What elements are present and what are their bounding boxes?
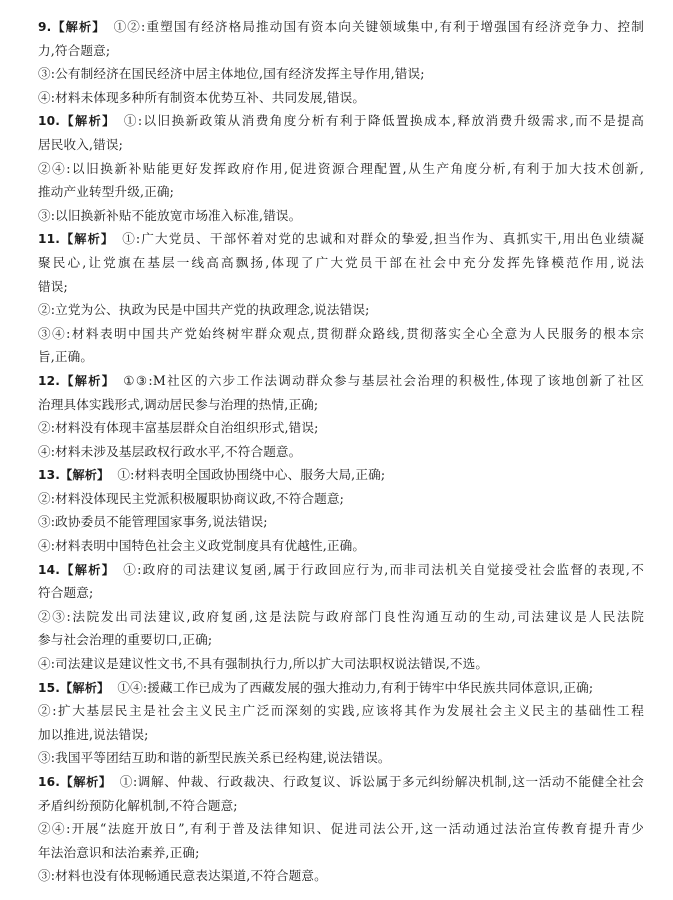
question-number: 12. [38, 373, 61, 388]
text-line [38, 794, 644, 818]
text-line [38, 62, 644, 86]
line-text: ③:公有制经济在国民经济中居主体地位,国有经济发挥主导作用,错误; [38, 66, 425, 82]
analysis-tag: 【解析】 [60, 114, 116, 129]
text-line [38, 180, 644, 204]
question-number: 14. [38, 562, 61, 577]
line-text: ④:司法建议是建议性文书,不具有强制执行力,所以扩大司法职权说法错误,不选。 [38, 656, 489, 672]
text-line [38, 345, 644, 369]
question-number: 11. [38, 232, 61, 247]
text-line [38, 605, 644, 629]
line-text: 推动产业转型升级,正确; [38, 184, 174, 200]
text-line [38, 15, 644, 39]
line-text: ①④:援藏工作已成为了西藏发展的强大推动力,有利于铸牢中华民族共同体意识,正确; [117, 679, 594, 695]
text-line [38, 510, 644, 534]
line-text: ④:材料未涉及基层政权行政水平,不符合题意。 [38, 443, 302, 459]
line-text: 力,符合题意; [38, 42, 111, 58]
line-text: ②:立党为公、执政为民是中国共产党的执政理念,说法错误; [38, 302, 370, 318]
line-text: ①③:M社区的六步工作法调动群众参与基层社会治理的积极性,体现了该地创新了社区 [123, 372, 644, 388]
text-line [38, 440, 644, 464]
line-text: 参与社会治理的重要切口,正确; [38, 632, 213, 648]
text-line [38, 251, 644, 275]
line-text: 符合题意; [38, 585, 94, 601]
line-text: ②④:开展“法庭开放日”,有利于普及法律知识、促进司法公开,这一活动通过法治宣传教育提升青少 [38, 821, 644, 837]
line-text: 年法治意识和法治素养,正确; [38, 844, 200, 860]
line-text: ③:政协委员不能管理国家事务,说法错误; [38, 514, 268, 530]
text-line [38, 534, 644, 558]
line-text: ③:以旧换新补贴不能放宽市场准入标准,错误。 [38, 207, 302, 223]
analysis-tag: 【解析】 [60, 373, 116, 388]
line-text: 居民收入,错误; [38, 136, 124, 152]
text-line [38, 393, 644, 417]
analysis-tag: 【解析】 [60, 775, 112, 789]
line-text: ①:以旧换新政策从消费角度分析有利于降低置换成本,释放消费升级需求,而不是提高 [123, 113, 644, 129]
text-line [38, 204, 644, 228]
text-line [38, 463, 644, 487]
line-text: 加以推进,说法错误; [38, 726, 149, 742]
text-line [38, 487, 644, 511]
analysis-tag: 【解析】 [51, 20, 106, 34]
analysis-tag: 【解析】 [60, 562, 116, 577]
text-line [38, 298, 644, 322]
line-text: ③④:材料表明中国共产党始终树牢群众观点,贯彻群众路线,贯彻落实全心全意为人民服务的根本宗 [38, 325, 644, 341]
text-line [38, 109, 644, 133]
analysis-tag: 【解析】 [60, 680, 110, 695]
question-block [38, 770, 644, 888]
text-line [38, 558, 644, 582]
question-block [38, 227, 644, 369]
question-block [38, 109, 644, 227]
text-line [38, 676, 644, 700]
line-text: ①:调解、仲裁、行政裁决、行政复议、诉讼属于多元纠纷解决机制,这一活动不能健全社会 [119, 774, 644, 789]
text-line [38, 86, 644, 110]
line-text: 错误; [38, 278, 68, 294]
question-block [38, 15, 644, 109]
line-text: ②:扩大基层民主是社会主义民主广泛而深刻的实践,应该将其作为发展社会主义民主的基础性工程 [38, 703, 644, 719]
line-text: ②③:法院发出司法建议,政府复函,这是法院与政府部门良性沟通互动的生动,司法建议是人民法院 [38, 608, 644, 624]
question-block [38, 463, 644, 557]
text-line [38, 628, 644, 652]
line-text: ①②:重塑国有经济格局推动国有资本向关键领域集中,有利于增强国有经济竞争力、控制 [113, 19, 644, 34]
text-line [38, 275, 644, 299]
question-number: 15. [38, 680, 61, 695]
text-line [38, 723, 644, 747]
text-line [38, 841, 644, 865]
line-text: 聚民心,让党旗在基层一线高高飘扬,体现了广大党员干部在社会中充分发挥先锋模范作用,说法 [38, 254, 644, 270]
question-number: 10. [38, 114, 61, 129]
question-number: 16. [38, 775, 61, 789]
question-number: 9. [38, 20, 52, 34]
line-text: ④:材料表明中国特色社会主义政党制度具有优越性,正确。 [38, 538, 366, 554]
text-line [38, 322, 644, 346]
question-block [38, 369, 644, 463]
text-line [38, 157, 644, 181]
text-line [38, 133, 644, 157]
line-text: ①:政府的司法建议复函,属于行政回应行为,而非司法机关自觉接受社会监督的表现,不 [123, 561, 644, 577]
line-text: ②:材料没体现民主党派积极履职协商议政,不符合题意; [38, 490, 345, 506]
text-line [38, 416, 644, 440]
analysis-tag: 【解析】 [60, 468, 110, 483]
text-line [38, 699, 644, 723]
line-text: 治理具体实践形式,调动居民参与治理的热情,正确; [38, 396, 319, 412]
line-text: ①:材料表明全国政协围绕中心、服务大局,正确; [117, 467, 386, 483]
line-text: ②④:以旧换新补贴能更好发挥政府作用,促进资源合理配置,从生产角度分析,有利于加大技术创新, [38, 160, 644, 176]
answer-analysis-document [38, 15, 644, 888]
question-block [38, 676, 644, 770]
text-line [38, 817, 644, 841]
text-line [38, 227, 644, 251]
question-number: 13. [38, 468, 61, 483]
line-text: 旨,正确。 [38, 349, 94, 365]
text-line [38, 581, 644, 605]
line-text: ③:我国平等团结互助和谐的新型民族关系已经构建,说法错误。 [38, 750, 391, 766]
line-text: ①:广大党员、干部怀着对党的忠诚和对群众的挚爱,担当作为、真抓实干,用出色业绩凝 [122, 231, 644, 247]
analysis-tag: 【解析】 [60, 232, 115, 247]
line-text: ③:材料也没有体现畅通民意表达渠道,不符合题意。 [38, 868, 327, 884]
text-line [38, 746, 644, 770]
text-line [38, 864, 644, 888]
text-line [38, 770, 644, 794]
question-block [38, 558, 644, 676]
text-line [38, 39, 644, 63]
line-text: ④:材料未体现多种所有制资本优势互补、共同发展,错误。 [38, 89, 366, 105]
line-text: ②:材料没有体现丰富基层群众自治组织形式,错误; [38, 420, 319, 436]
text-line [38, 369, 644, 393]
line-text: 矛盾纠纷预防化解机制,不符合题意; [38, 797, 238, 813]
text-line [38, 652, 644, 676]
